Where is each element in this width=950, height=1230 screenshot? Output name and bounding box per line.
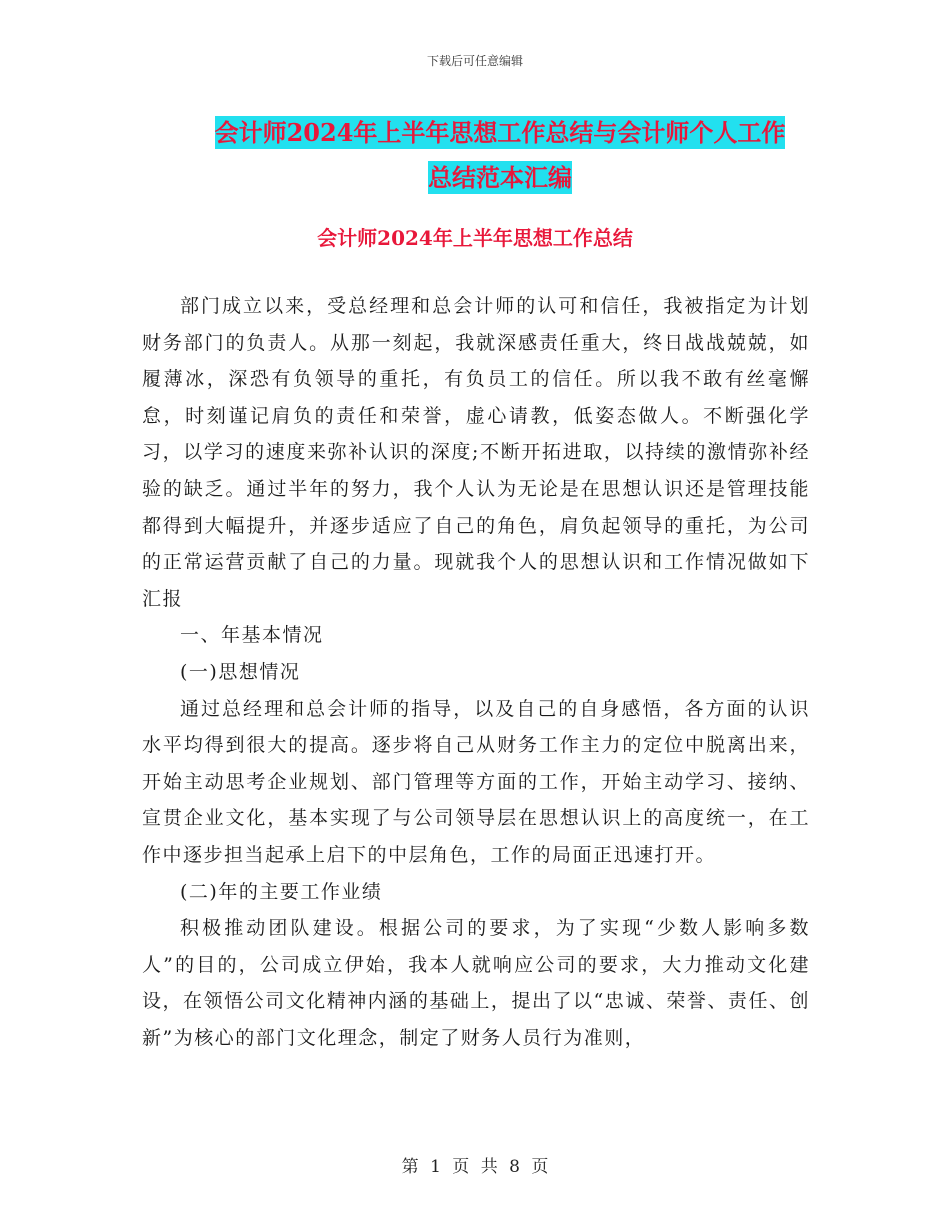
heading-thought-situation: (一)思想情况 <box>180 660 301 683</box>
section-title: 会计师2024年上半年思想工作总结 <box>317 226 633 250</box>
document-title <box>150 110 850 200</box>
document-body <box>142 288 810 1056</box>
document-title-line-1: 会计师2024年上半年思想工作总结与会计师个人工作 <box>214 118 786 147</box>
page-indicator: 第 1 页 共 8 页 <box>401 1157 549 1177</box>
paragraph-intro: 部门成立以来，受总经理和总会计师的认可和信任，我被指定为计划财务部门的负责人。从那一刻起，我就深感责任重大，终日战战兢兢，如履薄冰，深恐有负领导的重托，有负员工的信任。所以我不敢有丝毫懈怠，时刻谨记肩负的责任和荣誉，虚心请教，低姿态做人。不断强化学习，以学习的速度来弥补认识的深度;不断开拓进取，以持续的激情弥补经验的缺乏。通过半年的努力，我个人认为无论是在思想认识还是管理技能都得到大幅提升，并逐步适应了自己的角色，肩负起领导的重托，为公司的正常运营贡献了自己的力量。现就我个人的思想认识和工作情况做如下汇报 <box>142 295 810 610</box>
document-title-line-2: 总结范本汇编 <box>428 163 572 192</box>
paragraph-team-building: 积极推动团队建设。根据公司的要求，为了实现“少数人影响多数人”的目的，公司成立伊始，我本人就响应公司的要求，大力推动文化建设，在领悟公司文化精神内涵的基础上，提出了以“忠诚、荣誉、责任、创新”为核心的部门文化理念，制定了财务人员行为准则， <box>142 917 810 1049</box>
heading-main-achievements: (二)年的主要工作业绩 <box>180 880 383 903</box>
heading-basic-situation: 一、年基本情况 <box>180 624 324 647</box>
header-note: 下载后可任意编辑 <box>426 54 523 68</box>
paragraph-thought: 通过总经理和总会计师的指导，以及自己的自身感悟，各方面的认识水平均得到很大的提高。逐步将自己从财务工作主力的定位中脱离出来，开始主动思考企业规划、部门管理等方面的工作，开始主动学习、接纳、宣贯企业文化，基本实现了与公司领导层在思想认识上的高度统一，在工作中逐步担当起承上启下的中层角色，工作的局面正迅速打开。 <box>142 697 810 866</box>
